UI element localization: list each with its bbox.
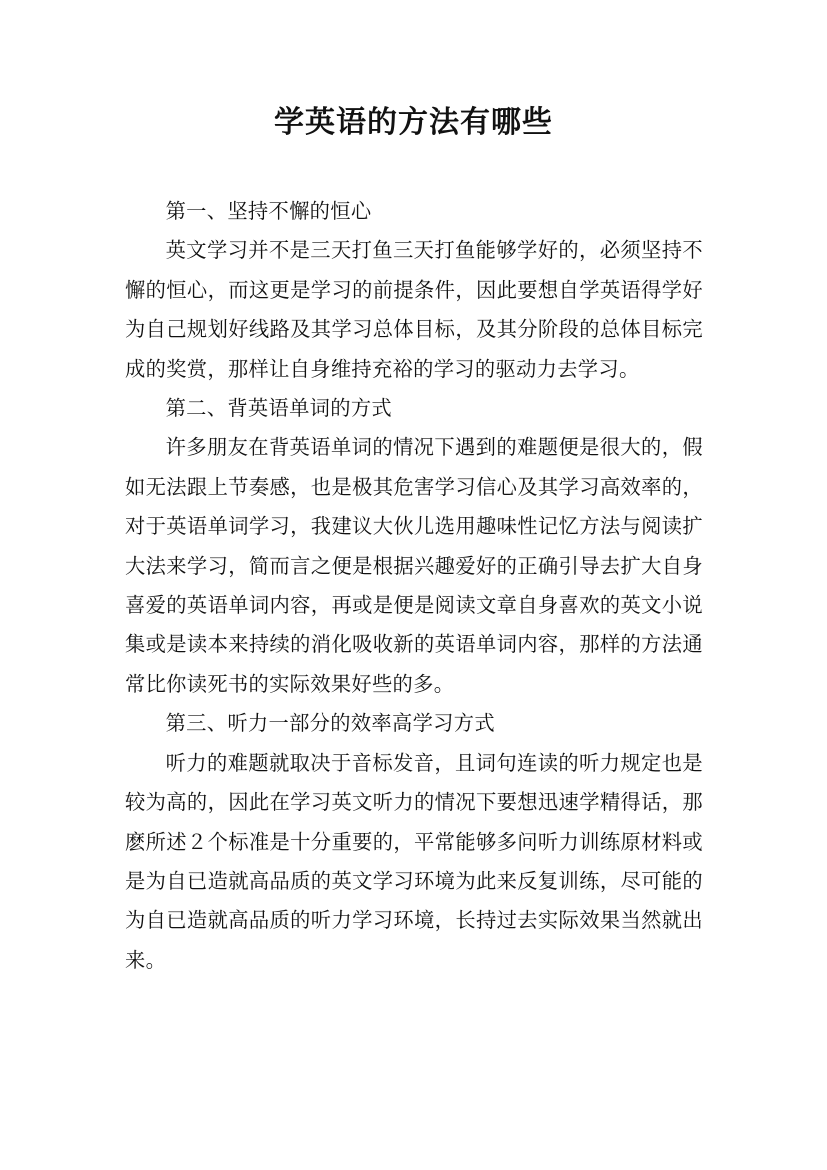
- document-body: [125, 192, 703, 980]
- section-heading-3: 第三、听力一部分的效率高学习方式: [165, 711, 495, 736]
- section-heading-2: 第二、背英语单词的方式: [165, 396, 392, 421]
- paragraph-3: 听力的难题就取决于音标发音，且词句连读的听力规定也是较为高的，因此在学习英文听力的情况下要想迅速学精得话，那麽所述２个标准是十分重要的，平常能够多问听力训练原材料或是为自已造就高品质的英文学习环境为此来反复训练，尽可能的为自已造就高品质的听力学习环境，长持过去实际效果当然就出来。: [125, 750, 703, 972]
- paragraph-1: 英文学习并不是三天打鱼三天打鱼能够学好的，必须坚持不懈的恒心，而这更是学习的前提条件，因此要想自学英语得学好为自己规划好线路及其学习总体目标，及其分阶段的总体目标完成的奖赏，那样让自身维持充裕的学习的驱动力去学习。: [125, 238, 703, 381]
- section-heading-1: 第一、坚持不懈的恒心: [165, 199, 372, 223]
- document-title: 学英语的方法有哪些: [274, 105, 553, 140]
- paragraph-2: 许多朋友在背英语单词的情况下遇到的难题便是很大的，假如无法跟上节奏感，也是极其危害学习信心及其学习高效率的，对于英语单词学习，我建议大伙儿选用趣味性记忆方法与阅读扩大法来学习，简而言之便是根据兴趣爱好的正确引导去扩大自身喜爱的英语单词内容，再或是便是阅读文章自身喜欢的英文小说集或是读本来持续的消化吸收新的英语单词内容，那样的方法通常比你读死书的实际效果好些的多。: [125, 435, 703, 696]
